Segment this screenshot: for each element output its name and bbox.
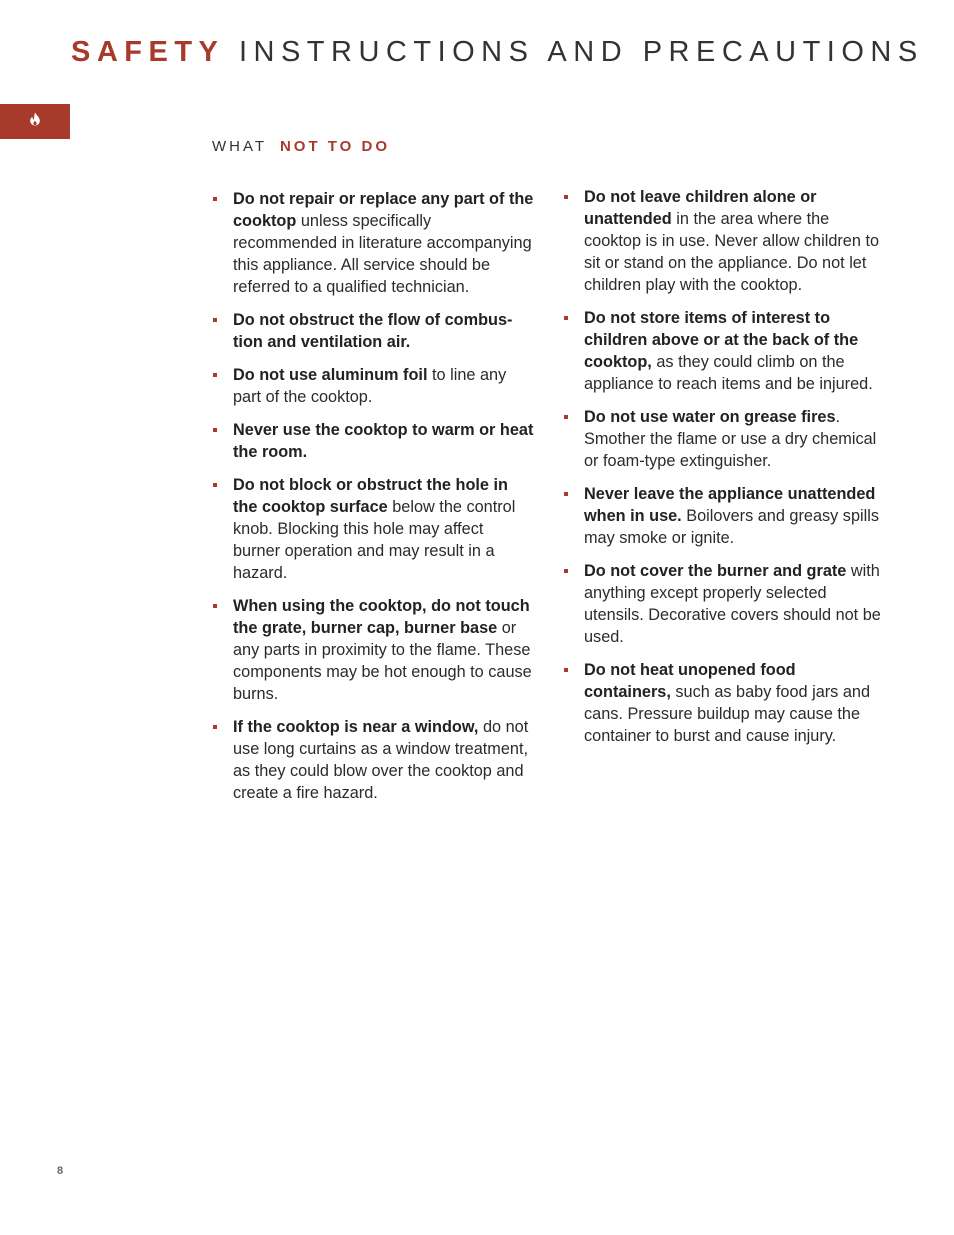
item-text: in the area where the cooktop is in use. Never allow children to sit or stand on the appliance. Do not let children play with the cooktop. — [584, 210, 880, 294]
item-bold-text: Never leave the appliance unattended when in use. — [584, 485, 876, 525]
bullet-icon — [213, 604, 217, 608]
flame-icon — [29, 112, 41, 131]
item-text: with anything except properly selected utensils. Decorative covers should not be used. — [584, 562, 881, 646]
item-text: do not use long curtains as a window treatment, as they could blow over the cooktop and create a fire hazard. — [233, 718, 529, 802]
item-text: to line any part of the cooktop. — [233, 366, 507, 406]
title-accent: SAFETY — [71, 36, 225, 68]
item-text: below the control knob. Blocking this hole may affect burner operation and may result in a hazard. — [233, 498, 516, 582]
item-text: . Smother the flame or use a dry chemical or foam-type extinguisher. — [584, 408, 877, 470]
list-item — [563, 406, 881, 472]
item-bold-text: Do not leave children alone or unattended — [584, 188, 817, 228]
item-bold-text: Do not repair or replace any part of the cooktop — [233, 190, 534, 230]
bullet-icon — [213, 197, 217, 201]
item-bold-text: Do not block or obstruct the hole in the cooktop surface — [233, 476, 508, 516]
item-bold-text: When using the cooktop, do not touch the grate, burner cap, burner base — [233, 597, 530, 637]
bullet-icon — [564, 195, 568, 199]
item-text: unless specifically recommended in literature accompanying this appliance. All service should be referred to a qualified technician. — [233, 212, 532, 296]
list-item — [563, 186, 881, 296]
bullet-icon — [564, 569, 568, 573]
list-item — [563, 560, 881, 648]
item-bold-text: Do not store items of interest to children above or at the back of the cooktop, — [584, 309, 859, 371]
list-item — [212, 309, 534, 353]
list-item — [563, 483, 881, 549]
bullet-icon — [564, 316, 568, 320]
item-bold-text: Never use the cooktop to warm or heat the room. — [233, 421, 534, 461]
item-text: Boilovers and greasy spills may smoke or ignite. — [584, 507, 879, 547]
list-item — [212, 188, 534, 298]
item-bold-text: Do not obstruct the flow of combustion and ventilation air. — [233, 311, 513, 351]
section-tab — [0, 104, 70, 139]
heading-prefix: WHAT — [212, 138, 267, 155]
bullet-icon — [564, 492, 568, 496]
list-item — [563, 307, 881, 395]
list-item — [212, 716, 534, 804]
page-title — [71, 36, 924, 69]
heading-accent: NOT TO DO — [279, 138, 391, 155]
list-item — [212, 419, 534, 463]
section-heading — [212, 138, 390, 155]
bullet-icon — [213, 428, 217, 432]
left-column-list — [212, 188, 534, 815]
bullet-icon — [213, 318, 217, 322]
bullet-icon — [564, 415, 568, 419]
bullet-icon — [564, 668, 568, 672]
bullet-icon — [213, 483, 217, 487]
list-item — [563, 659, 881, 747]
item-text: as they could climb on the appliance to reach items and be injured. — [584, 353, 873, 393]
item-text: such as baby food jars and cans. Pressure buildup may cause the container to burst and cause injury. — [584, 683, 870, 745]
bullet-icon — [213, 725, 217, 729]
list-item — [212, 595, 534, 705]
item-bold-text: Do not use aluminum foil — [233, 366, 428, 384]
right-column-list — [563, 186, 881, 758]
page-number: 8 — [57, 1165, 64, 1177]
title-rest: INSTRUCTIONS AND PRECAUTIONS — [238, 36, 924, 68]
list-item — [212, 474, 534, 584]
item-text: or any parts in proximity to the flame. These components may be hot enough to cause burns. — [233, 619, 532, 703]
item-bold-text: Do not use water on grease fires — [584, 408, 836, 426]
list-item — [212, 364, 534, 408]
item-bold-text: If the cooktop is near a window, — [233, 718, 479, 736]
item-bold-text: Do not cover the burner and grate — [584, 562, 847, 580]
bullet-icon — [213, 373, 217, 377]
item-bold-text: Do not heat unopened food containers, — [584, 661, 796, 701]
